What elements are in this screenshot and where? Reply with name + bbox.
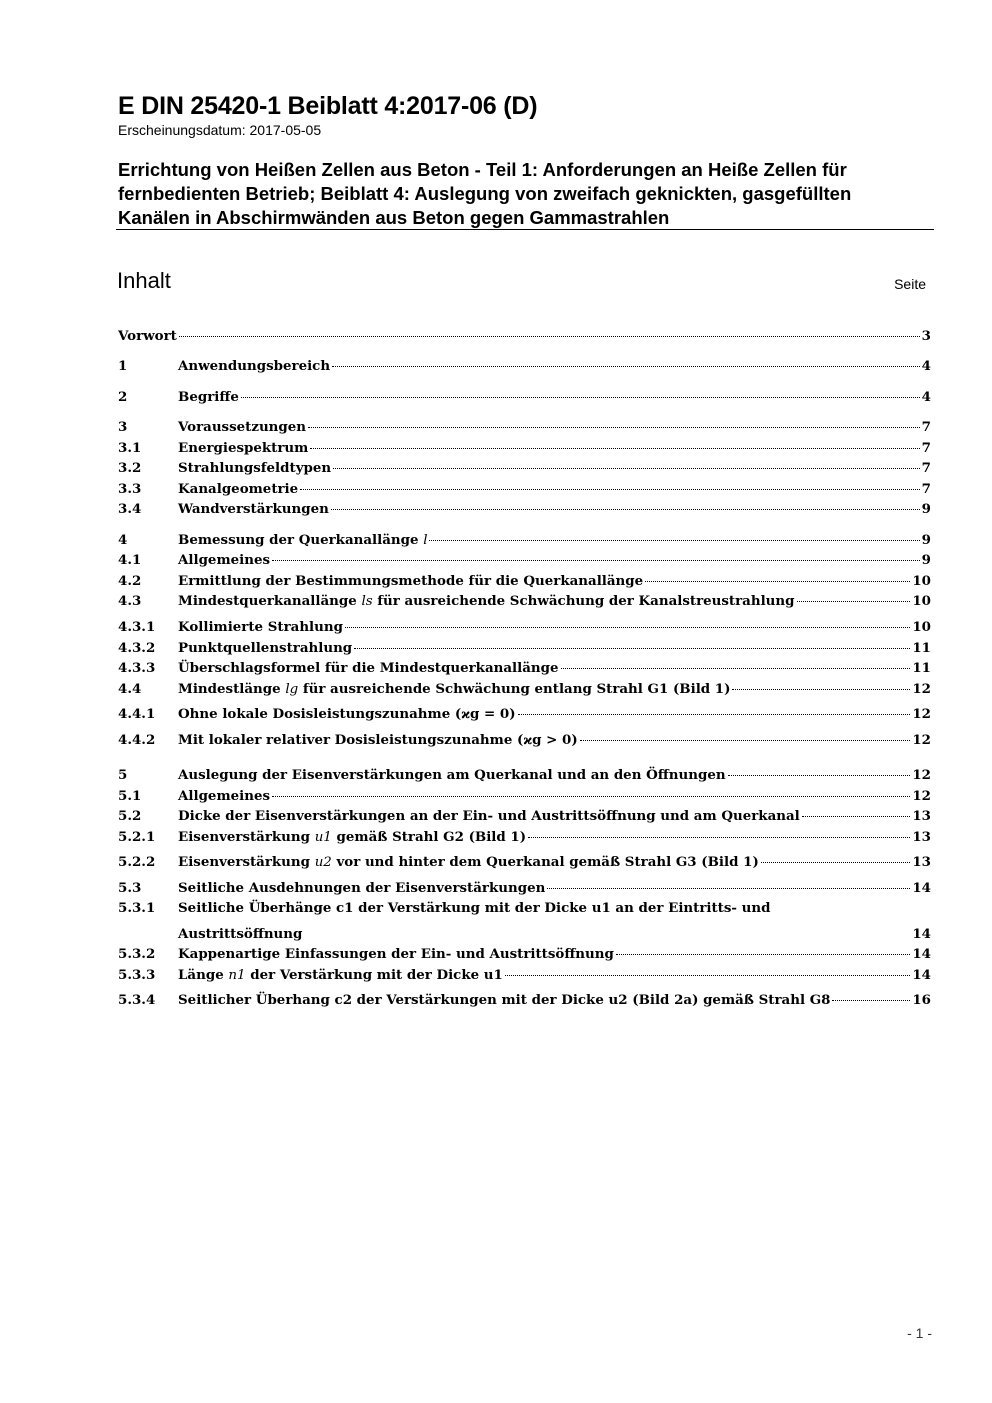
toc-entry-symbol: u1 <box>314 830 332 845</box>
toc-entry-number: 3.3 <box>118 481 142 497</box>
toc-entry-page: 16 <box>912 992 931 1008</box>
toc-entry-number: 5.3 <box>118 880 142 896</box>
toc-entry-page: 10 <box>912 619 931 635</box>
toc-entry[interactable] <box>118 990 931 1010</box>
toc-entry-number: 3.4 <box>118 501 142 517</box>
toc-entry-number: 4.3.3 <box>118 660 156 676</box>
toc-dot-leader <box>561 668 911 669</box>
toc-entry[interactable] <box>118 417 931 437</box>
toc-entry-title-suffix: der Verstärkung mit der Dicke u1 <box>250 967 503 983</box>
toc-entry-page: 11 <box>912 660 931 676</box>
subtitle-line: Kanälen in Abschirmwänden aus Beton gegen Gammastrahlen <box>118 207 670 228</box>
toc-entry-title-text: Mindestquerkanallänge <box>178 593 357 609</box>
toc-entry-title-text: Anwendungsbereich <box>178 358 331 374</box>
toc-entry-number: 4.1 <box>118 552 142 568</box>
toc-dot-leader <box>331 509 920 510</box>
toc-entry[interactable] <box>118 965 931 985</box>
toc-entry-title <box>178 617 343 637</box>
toc-entry-title <box>178 704 516 724</box>
toc-entry-title <box>178 786 270 806</box>
toc-entry-title-text: Kappenartige Einfassungen der Ein- und Austrittsöffnung <box>178 946 614 962</box>
toc-entry-title-suffix: vor und hinter dem Querkanal gemäß Strahl G3 (Bild 1) <box>336 854 759 870</box>
toc-entry-symbol: ls <box>361 594 373 609</box>
toc-entry-page: 14 <box>912 926 931 942</box>
toc-entry-page: 12 <box>912 706 931 722</box>
toc-entry[interactable] <box>118 944 931 964</box>
toc-entry[interactable] <box>118 326 931 346</box>
toc-entry-title <box>178 387 239 407</box>
toc-entry-symbol: l <box>423 533 428 548</box>
toc-entry[interactable] <box>118 591 931 611</box>
toc-dot-leader <box>645 581 910 582</box>
toc-entry[interactable] <box>118 765 931 785</box>
toc-entry[interactable] <box>118 550 931 570</box>
toc-entry[interactable] <box>118 438 931 458</box>
toc-entry[interactable] <box>118 806 931 826</box>
toc-entry-number: 2 <box>118 389 128 405</box>
toc-entry-title <box>178 965 503 986</box>
toc-entry[interactable] <box>118 730 931 750</box>
toc-entry-number: 3 <box>118 419 128 435</box>
toc-entry-page: 3 <box>921 328 931 344</box>
toc-entry-title-text: Seitliche Überhänge c1 der Verstärkung mit der Dicke u1 an der Eintritts- und <box>178 900 771 916</box>
toc-dot-leader <box>332 366 920 367</box>
toc-entry-number: 3.2 <box>118 460 142 476</box>
toc-entry[interactable] <box>118 479 931 499</box>
toc-entry-title <box>178 458 331 478</box>
document-title: E DIN 25420-1 Beiblatt 4:2017-06 (D) <box>118 92 538 120</box>
toc-entry-number: 5.2 <box>118 808 142 824</box>
toc-entry-title-text: Begriffe <box>178 389 239 405</box>
toc-entry[interactable] <box>118 499 931 519</box>
publication-date: Erscheinungsdatum: 2017-05-05 <box>118 122 322 138</box>
toc-entry-title-text: Ohne lokale Dosisleistungszunahme (ϰg = 0) <box>178 706 516 722</box>
toc-entry-title-suffix: gemäß Strahl G2 (Bild 1) <box>336 829 527 845</box>
toc-entry-title <box>178 730 578 750</box>
toc-entry[interactable] <box>118 530 931 550</box>
toc-entry[interactable] <box>118 571 931 591</box>
toc-entry-number: 4.3 <box>118 593 142 609</box>
toc-entry-number: 5.2.1 <box>118 829 156 845</box>
toc-entry-page: 4 <box>921 389 931 405</box>
toc-entry-number: 1 <box>118 358 128 374</box>
document-subtitle <box>118 158 938 230</box>
toc-entry-number: 5.2.2 <box>118 854 156 870</box>
toc-entry-page: 7 <box>921 460 931 476</box>
toc-entry[interactable] <box>118 458 931 478</box>
toc-entry-page: 10 <box>912 573 931 589</box>
toc-dot-leader <box>518 714 911 715</box>
toc-entry-title-text: Bemessung der Querkanallänge <box>178 532 419 548</box>
toc-entry-title <box>178 638 352 658</box>
toc-entry-page: 12 <box>912 732 931 748</box>
toc-dot-leader <box>547 888 910 889</box>
toc-entry-page: 13 <box>912 854 931 870</box>
toc-dot-leader <box>580 740 911 741</box>
toc-dot-leader <box>802 816 911 817</box>
toc-dot-leader <box>241 397 920 398</box>
toc-entry[interactable] <box>118 638 931 658</box>
toc-dot-leader <box>832 1000 910 1001</box>
toc-entry-title-text: Länge <box>178 967 224 983</box>
toc-entry[interactable] <box>118 878 931 898</box>
toc-dot-leader <box>300 489 920 490</box>
toc-entry-title <box>178 550 270 570</box>
toc-entry-title-text: Allgemeines <box>178 788 271 804</box>
toc-entry[interactable] <box>118 617 931 637</box>
toc-entry-title <box>178 499 329 519</box>
toc-entry-title <box>178 944 614 964</box>
toc-entry-title <box>178 990 830 1010</box>
toc-entry-title-text: Seitlicher Überhang c2 der Verstärkungen mit der Dicke u2 (Bild 2a) gemäß Strahl G8 <box>178 992 831 1008</box>
toc-entry-page: 13 <box>912 808 931 824</box>
toc-dot-leader <box>616 954 910 955</box>
toc-entry-number: 5.3.4 <box>118 992 156 1008</box>
toc-entry[interactable] <box>118 786 931 806</box>
toc-dot-leader <box>505 975 911 976</box>
toc-entry-title <box>178 827 526 848</box>
toc-entry-page: 12 <box>912 788 931 804</box>
header-rule <box>116 229 934 230</box>
toc-dot-leader <box>308 427 920 428</box>
toc-entry-title-text: Mit lokaler relativer Dosisleistungszunahme (ϰg > 0) <box>178 732 578 748</box>
toc-entry-title-text: Kanalgeometrie <box>178 481 299 497</box>
toc-entry[interactable] <box>118 898 931 918</box>
toc-dot-leader <box>272 560 920 561</box>
toc-dot-leader <box>528 837 910 838</box>
toc-entry-title <box>178 765 726 785</box>
toc-entry-title <box>178 658 559 678</box>
toc-entry-number: 4.4 <box>118 681 142 697</box>
toc-entry-title <box>178 852 759 873</box>
page-number: - 1 - <box>907 1325 932 1341</box>
toc-entry-title <box>178 479 298 499</box>
toc-dot-leader <box>797 601 911 602</box>
toc-entry-title-suffix: für ausreichende Schwächung der Kanalstreustrahlung <box>377 593 795 609</box>
toc-entry-title <box>178 878 545 898</box>
toc-entry-title-text: Eisenverstärkung <box>178 854 311 870</box>
toc-entry-number: 5.3.2 <box>118 946 156 962</box>
toc-entry-title <box>178 530 427 551</box>
toc-entry-title-text: Auslegung der Eisenverstärkungen am Querkanal und an den Öffnungen <box>178 767 726 783</box>
toc-entry-title-text: Wandverstärkungen <box>178 501 329 517</box>
toc-dot-leader <box>179 336 920 337</box>
toc-entry-page: 7 <box>921 481 931 497</box>
toc-entry-number: 5.3.1 <box>118 900 156 916</box>
toc-entry-title-text: Dicke der Eisenverstärkungen an der Ein- und Austrittsöffnung und am Querkanal <box>178 808 800 824</box>
toc-heading: Inhalt <box>117 268 171 293</box>
toc-entry-page: 14 <box>912 967 931 983</box>
toc-page-label: Seite <box>894 276 926 292</box>
toc-dot-leader <box>354 648 910 649</box>
toc-dot-leader <box>429 540 919 541</box>
toc-entry-number: 4.4.2 <box>118 732 156 748</box>
toc-entry-title-text: Voraussetzungen <box>178 419 307 435</box>
toc-entry-title <box>178 571 643 591</box>
toc-entry-title <box>178 591 795 612</box>
toc-entry-page: 13 <box>912 829 931 845</box>
toc-entry-page: 7 <box>921 440 931 456</box>
toc-dot-leader <box>333 468 920 469</box>
toc-entry-title <box>178 417 306 437</box>
toc-entry-page: 12 <box>912 767 931 783</box>
toc-entry[interactable] <box>118 679 931 699</box>
toc-dot-leader <box>761 862 911 863</box>
toc-entry-continuation[interactable] <box>118 924 931 944</box>
toc-entry-page: 14 <box>912 946 931 962</box>
toc-entry-title-text: Vorwort <box>118 328 177 344</box>
toc-entry-page: 4 <box>921 358 931 374</box>
toc-entry-page: 11 <box>912 640 931 656</box>
toc-entry-title <box>178 898 770 918</box>
subtitle-line: fernbedienten Betrieb; Beiblatt 4: Auslegung von zweifach geknickten, gasgefüllten <box>118 183 852 204</box>
toc-entry-number: 5.3.3 <box>118 967 156 983</box>
toc-entry-page: 7 <box>921 419 931 435</box>
toc-entry[interactable] <box>118 387 931 407</box>
toc-entry-number: 5.1 <box>118 788 142 804</box>
toc-entry-number: 3.1 <box>118 440 142 456</box>
toc-entry-title <box>178 356 330 376</box>
toc-entry[interactable] <box>118 356 931 376</box>
toc-entry[interactable] <box>118 658 931 678</box>
toc-entry-title <box>118 326 177 346</box>
subtitle-line: Errichtung von Heißen Zellen aus Beton - Teil 1: Anforderungen an Heiße Zellen für <box>118 159 847 180</box>
toc-entry-title <box>178 438 308 458</box>
toc-entry-page: 9 <box>921 501 931 517</box>
toc-entry-title-text: Seitliche Ausdehnungen der Eisenverstärkungen <box>178 880 546 896</box>
toc-entry-title-text: Energiespektrum <box>178 440 309 456</box>
toc-entry-title <box>178 806 800 826</box>
toc-entry-page: 12 <box>912 681 931 697</box>
toc-dot-leader <box>272 796 910 797</box>
toc-entry-title-text: Kollimierte Strahlung <box>178 619 343 635</box>
toc-entry[interactable] <box>118 827 931 847</box>
toc-entry-title-text: Allgemeines <box>178 552 271 568</box>
toc-entry-page: 9 <box>921 552 931 568</box>
toc-entry-title-text: Strahlungsfeldtypen <box>178 460 332 476</box>
toc-entry-symbol: u2 <box>314 855 332 870</box>
toc-entry-page: 9 <box>921 532 931 548</box>
toc-entry-number: 5 <box>118 767 128 783</box>
toc-entry-title-text: Ermittlung der Bestimmungsmethode für die Querkanallänge <box>178 573 644 589</box>
toc-entry-number: 4 <box>118 532 128 548</box>
toc-entry-number: 4.2 <box>118 573 142 589</box>
toc-entry-title-suffix: für ausreichende Schwächung entlang Strahl G1 (Bild 1) <box>302 681 731 697</box>
toc-entry-symbol: n1 <box>228 968 246 983</box>
toc-dot-leader <box>310 448 919 449</box>
toc-entry-title-text: Eisenverstärkung <box>178 829 311 845</box>
toc-entry[interactable] <box>118 852 931 872</box>
toc-entry-page: 10 <box>912 593 931 609</box>
toc-entry-number: 4.3.1 <box>118 619 156 635</box>
toc-entry-number: 4.4.1 <box>118 706 156 722</box>
toc-dot-leader <box>345 627 910 628</box>
toc-dot-leader <box>728 775 911 776</box>
toc-entry-title <box>178 679 730 700</box>
toc-entry-symbol: lg <box>285 682 299 697</box>
toc-entry-title-text: Überschlagsformel für die Mindestquerkanallänge <box>178 660 559 676</box>
toc-entry-title-text: Mindestlänge <box>178 681 281 697</box>
toc-entry-number: 4.3.2 <box>118 640 156 656</box>
toc-entry-page: 14 <box>912 880 931 896</box>
toc-entry[interactable] <box>118 704 931 724</box>
toc-dot-leader <box>732 689 910 690</box>
toc-entry-title-continued: Austrittsöffnung <box>178 926 303 942</box>
toc-entry-title-text: Punktquellenstrahlung <box>178 640 353 656</box>
